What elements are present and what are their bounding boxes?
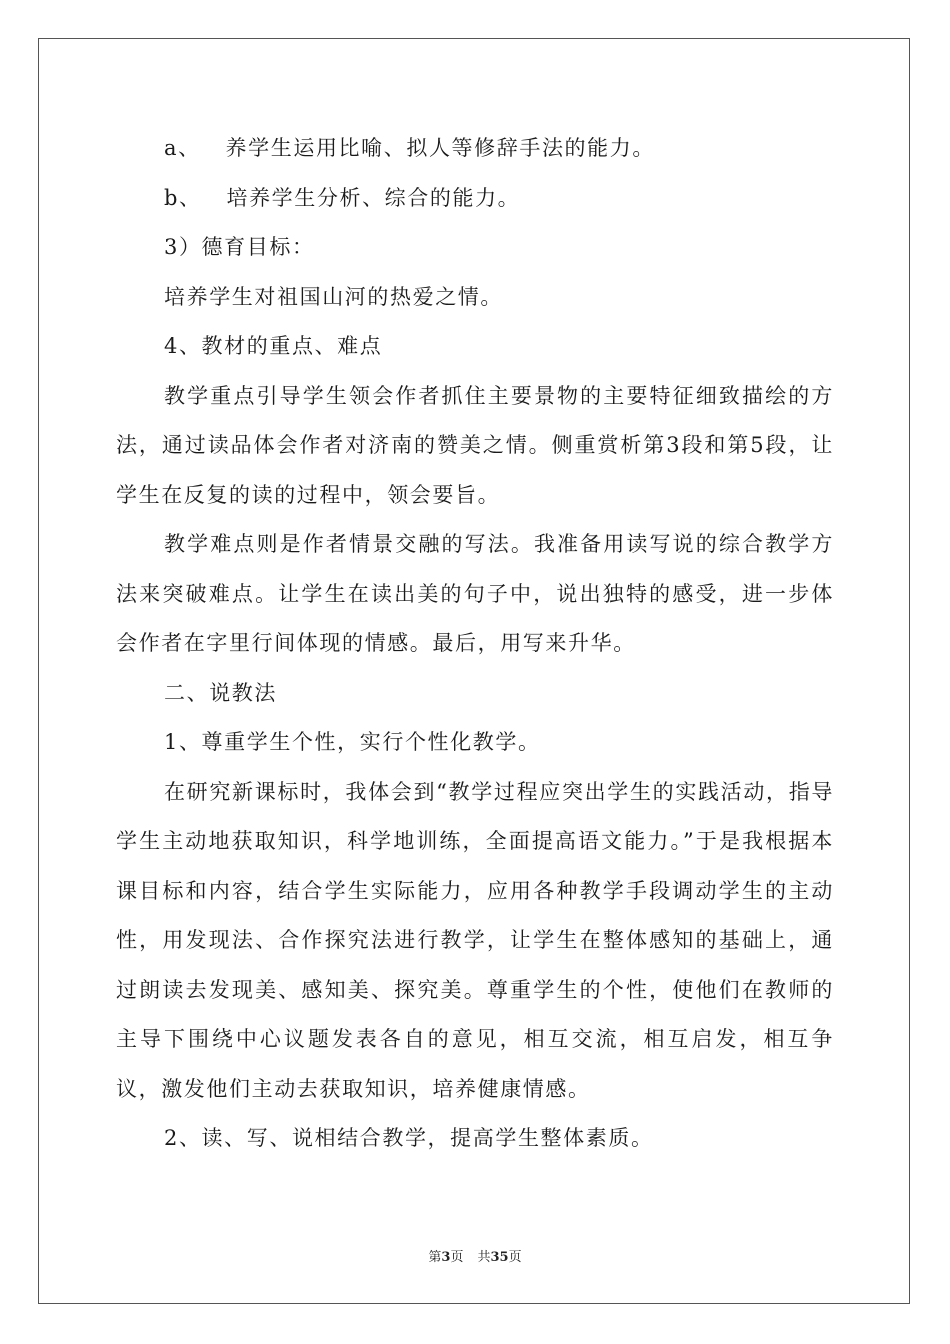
paragraph-objective-b: b、 培养学生分析、综合的能力。 [164, 185, 521, 210]
paragraph-difficulties: 教学难点则是作者情景交融的写法。我准备用读写说的综合教学方法来突破难点。让学生在读出美的句子中，说出独特的感受，进一步体会作者在字里行间体现的情感。最后，用写来升华。 [116, 532, 834, 655]
page-footer [0, 1246, 950, 1265]
page-prefix: 第 [428, 1250, 442, 1265]
paragraph-moral-goal: 培养学生对祖国山河的热爱之情。 [164, 284, 503, 309]
paragraph-key-points: 教学重点引导学生领会作者抓住主要景物的主要特征细致描绘的方法，通过读品体会作者对济南的赞美之情。侧重赏析第3段和第5段，让学生在反复的读的过程中，领会要旨。 [116, 383, 834, 507]
paragraph-moral-goal-heading: 3）德育目标： [164, 235, 315, 259]
total-prefix: 共 [477, 1250, 491, 1265]
document-body [116, 124, 834, 1164]
total-suffix: 页 [508, 1250, 522, 1265]
page-number: 3 [441, 1250, 451, 1265]
total-pages: 35 [490, 1250, 509, 1265]
paragraph-key-points-heading: 4、教材的重点、难点 [164, 334, 383, 358]
paragraph-method-2-heading: 2、读、写、说相结合教学，提高学生整体素质。 [164, 1126, 654, 1150]
paragraph-method-1-body: 在研究新课标时，我体会到“教学过程应突出学生的实践活动，指导学生主动地获取知识，科学地训练，全面提高语文能力。”于是我根据本课目标和内容，结合学生实际能力，应用各种教学手段调动学生的主动性，用发现法、合作探究法进行教学，让学生在整体感知的基础上，通过朗读去发现美、感知美、探究美。尊重学生的个性，使他们在教师的主导下围绕中心议题发表各自的意见，相互交流，相互启发，相互争议，激发他们主动去获取知识，培养健康情感。 [116, 779, 834, 1101]
paragraph-objective-a: a、 养学生运用比喻、拟人等修辞手法的能力。 [164, 136, 655, 160]
page-suffix: 页 [450, 1250, 464, 1265]
section-heading-teaching-method: 二、说教法 [164, 680, 277, 705]
paragraph-method-1-heading: 1、尊重学生个性，实行个性化教学。 [164, 730, 541, 754]
